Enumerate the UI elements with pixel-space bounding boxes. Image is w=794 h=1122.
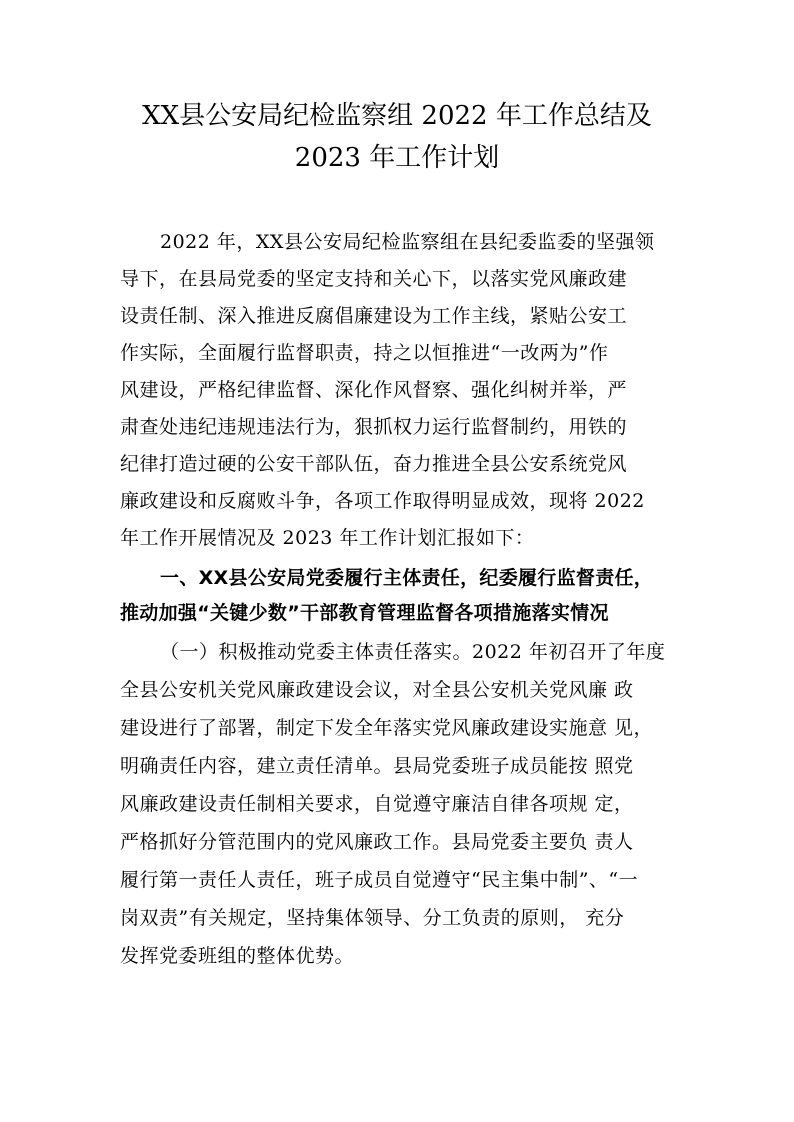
section-heading-line: 一、XX县公安局党委履行主体责任，纪委履行监督责任， [160, 567, 654, 589]
intro-line: 年工作开展情况及 2023 年工作计划汇报如下： [120, 527, 535, 549]
intro-line: 纪律打造过硬的公安干部队伍，奋力推进全县公安系统党风 [120, 453, 628, 475]
intro-line: 设责任制、深入推进反腐倡廉建设为工作主线，紧贴公安工 [120, 305, 628, 327]
section-paragraph-line: 岗双责”有关规定，坚持集体领导、分工负责的原则， 充分 [120, 907, 625, 929]
intro-line: 肃查处违纪违规违法行为，狠抓权力运行监督制约，用铁的 [120, 416, 628, 438]
section-heading-line: 推动加强“关键少数”干部教育管理监督各项措施落实情况 [120, 602, 609, 624]
intro-line: 风建设，严格纪律监督、深化作风督察、强化纠树并举，严 [120, 379, 628, 401]
section-paragraph-line: 建设进行了部署，制定下发全年落实党风廉政建设实施意 见， [120, 717, 654, 739]
intro-line: 2022 年，XX县公安局纪检监察组在县纪委监委的坚强领 [160, 231, 655, 253]
intro-line: 作实际，全面履行监督职责，持之以恒推进“一改两为”作 [120, 342, 609, 364]
section-paragraph-line: 发挥党委班组的整体优势。 [120, 945, 355, 967]
intro-line: 廉政建设和反腐败斗争，各项工作取得明显成效，现将 2022 [120, 490, 645, 512]
section-paragraph-line: （一）积极推动党委主体责任落实。2022 年初召开了年度 [160, 641, 666, 663]
intro-line: 导下，在县局党委的坚定支持和关心下，以落实党风廉政建 [120, 268, 628, 290]
section-paragraph-line: 履行第一责任人责任，班子成员自觉遵守“民主集中制”、“一 [120, 869, 639, 891]
document-title-line-1: XX县公安局纪检监察组 2022 年工作总结及 [142, 101, 652, 131]
document-title-line-2: 2023 年工作计划 [294, 143, 500, 173]
section-paragraph-line: 全县公安机关党风廉政建设会议，对全县公安机关党风廉 政 [120, 679, 634, 701]
section-paragraph-line: 严格抓好分管范围内的党风廉政工作。县局党委主要负 责人 [120, 831, 634, 853]
section-paragraph-line: 明确责任内容，建立责任清单。县局党委班子成员能按 照党 [120, 755, 634, 777]
section-paragraph-line: 风廉政建设责任制相关要求，自觉遵守廉洁自律各项规 定， [120, 793, 634, 815]
